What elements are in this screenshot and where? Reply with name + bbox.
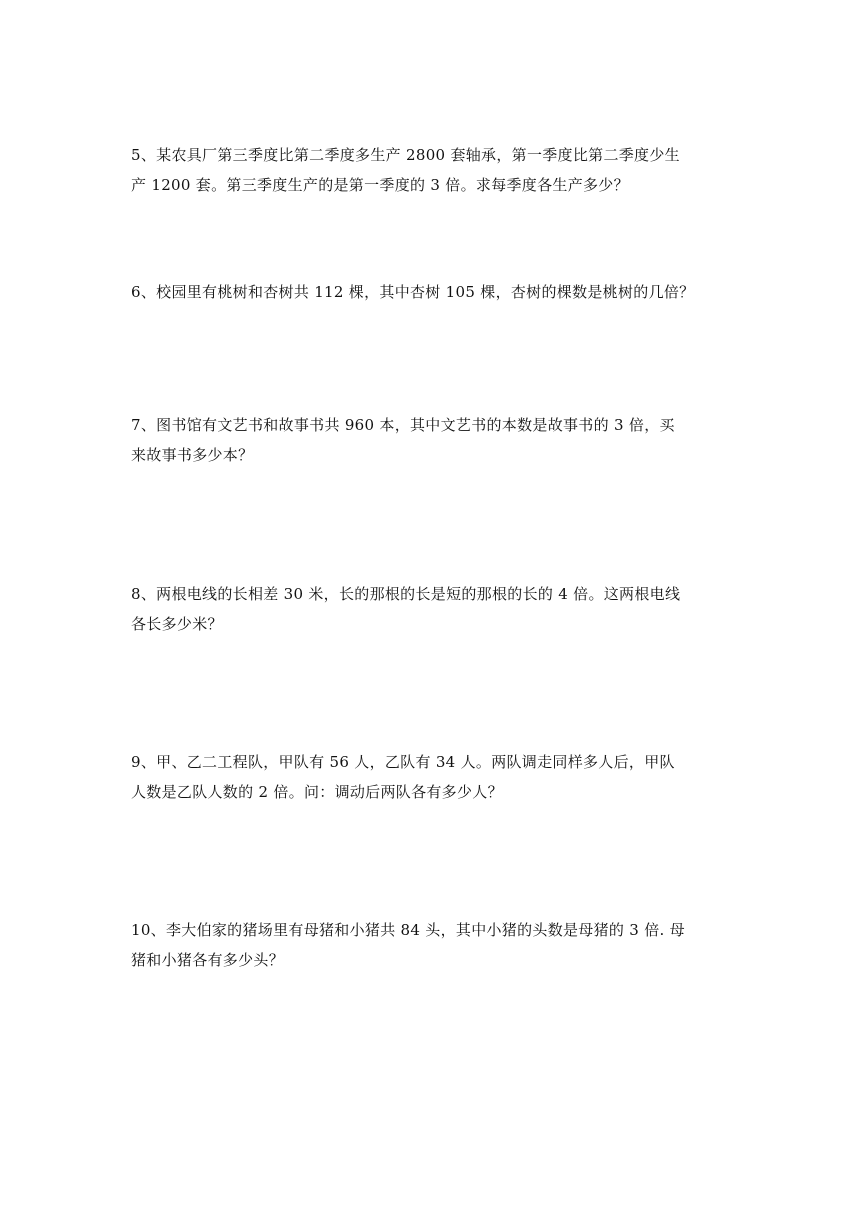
problem-10-line-2: 猪和小猪各有多少头？ <box>131 951 285 969</box>
problem-6 <box>131 277 735 307</box>
problem-5-line-1: 5、某农具厂第三季度比第二季度多生产 2800 套轴承，第一季度比第二季度少生 <box>131 146 680 164</box>
problem-5 <box>131 140 735 200</box>
problem-7-line-2: 来故事书多少本？ <box>131 446 254 464</box>
problem-9 <box>131 747 735 807</box>
problem-8-line-2: 各长多少米？ <box>131 615 223 633</box>
problem-10 <box>131 915 735 975</box>
problem-8 <box>131 579 735 639</box>
problem-9-line-1: 9、甲、乙二工程队，甲队有 56 人，乙队有 34 人。两队调走同样多人后，甲队 <box>131 753 675 771</box>
problem-7-line-1: 7、图书馆有文艺书和故事书共 960 本，其中文艺书的本数是故事书的 3 倍，买 <box>131 416 675 434</box>
problem-6-line-1: 6、校园里有桃树和杏树共 112 棵，其中杏树 105 棵，杏树的棵数是桃树的几倍？ <box>131 283 695 301</box>
problem-10-line-1: 10、李大伯家的猪场里有母猪和小猪共 84 头，其中小猪的头数是母猪的 3 倍. 母 <box>131 921 685 939</box>
problem-9-line-2: 人数是乙队人数的 2 倍。问：调动后两队各有多少人？ <box>131 783 503 801</box>
problem-7 <box>131 410 735 470</box>
problem-5-line-2: 产 1200 套。第三季度生产的是第一季度的 3 倍。求每季度各生产多少？ <box>131 176 629 194</box>
problem-8-line-1: 8、两根电线的长相差 30 米，长的那根的长是短的那根的长的 4 倍。这两根电线 <box>131 585 681 603</box>
